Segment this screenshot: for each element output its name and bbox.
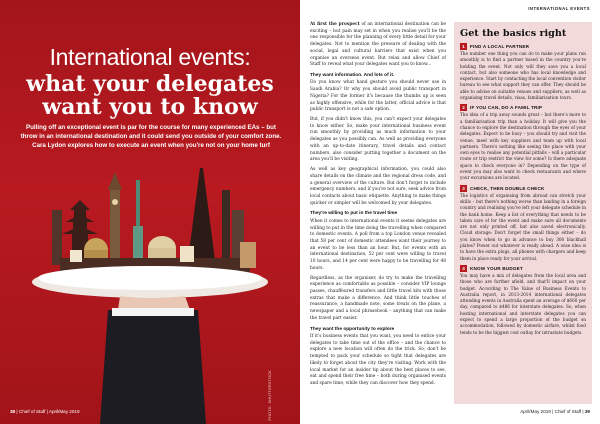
article-text: When it comes to international events it seems delegates are willing to put in the time doing the travelling when compared to domestic events. A poll from a top London venue revealed that 58 per cent of domestic attendees want their journey to an event to be less than an hour. But, for events with an international destination, 52 per cent were willing to travel 10 hours, and 14 per cent were happy to be travelling for 48 hours. xyxy=(310,218,446,271)
world-landmarks-on-platter-illustration xyxy=(0,150,300,424)
headline-line-3: want you to know xyxy=(42,94,258,121)
article-paragraph xyxy=(310,167,446,207)
tip-item xyxy=(460,185,586,262)
folio-right: 39 xyxy=(584,409,590,414)
article-text: Regardless, as the organiser, do try to make the travelling experience as comfortable as possible – consider VIP lounge passes, chauffeured transfers and little travel kits with those extras that make a difference. And think little touches of reassurance, a handmade note, some treats on the plane, a newspaper and a local phrasebook – anything that can make the travel part easier. xyxy=(310,275,446,321)
tip-heading: IF YOU CAN, DO A FAMIL TRIP xyxy=(470,105,543,111)
tip-heading: CHECK, THEN DOUBLE CHECK xyxy=(470,185,545,191)
footer-date-right: April/May 2019 xyxy=(520,409,551,414)
tip-body: The number one thing you can do to make your plans run smoothly is to find a partner based in the country you're holding the event. Not only will they save you a local contact, but also someone who has local knowledge and experience. Start by contacting the local convention visitor bureau to see what support they can offer. They should be able to advise on suitable venues and suppliers, as well as organising travel details, visas, familiarisation tours. xyxy=(460,51,586,101)
footer-right: April/May 2019 | Chief of Staff | 39 xyxy=(520,409,590,414)
tip-item xyxy=(460,265,586,336)
right-page xyxy=(300,0,600,424)
article-subheading: They want information. And lots of it. xyxy=(310,73,395,79)
footer-mag-right: Chief of Staff xyxy=(554,409,582,414)
article-paragraph xyxy=(310,219,446,273)
tip-number-badge: 3 xyxy=(460,185,467,192)
article-subheading: They're willing to put in the travel time xyxy=(310,211,398,217)
article-paragraph xyxy=(310,80,446,114)
tip-body: You may have a mix of delegates from the local area and those who are further afield, and that'll impact on your budget. According to The Value of Business Events to Australia report, in 2013-2014 international delegates attending events in Australia spent an average of $660 per day, compared to $486 for interstate delegates. So, when hosting international and interstate delegates you can expect to spend a large proportion of the budget on accommodation, followed by domestic airfare, whilst food tends to be the biggest cost outlay for intrastate budgets. xyxy=(460,272,586,335)
tips-list xyxy=(460,43,586,336)
tip-item xyxy=(460,43,586,101)
standfirst-author: Cara Lydon explores how to execute an event when you're not on your home turf xyxy=(32,141,270,149)
photo-credit: PHOTO: SHUTTERSTOCK xyxy=(268,370,272,421)
article-text: Do you know what hand gesture you should never use in Saudi Arabia? Or why you should avoid public transport in Nigeria? For the former it's because the thumbs up is seen as highly offensive, while for the latter, official advice is that public transport is not a safe option. xyxy=(310,80,446,113)
article-paragraph xyxy=(310,22,446,69)
tip-number-badge: 4 xyxy=(460,265,467,272)
article-paragraph xyxy=(310,276,446,323)
headline xyxy=(0,44,300,119)
article-lead-in: At first the prospect xyxy=(310,22,360,27)
sidebar-title: Get the basics right xyxy=(460,28,567,39)
tip-heading: KNOW YOUR BUDGET xyxy=(470,265,523,271)
standfirst-lead: Pulling off an exceptional event is par for the course for many experienced EAs – but throw in an international destination and it could send you outside of your comfort zone. xyxy=(20,124,282,140)
article-paragraph xyxy=(310,117,446,164)
standfirst xyxy=(20,124,282,150)
basics-sidebar xyxy=(454,22,592,404)
tip-heading: FIND A LOCAL PARTNER xyxy=(470,44,530,49)
article-paragraph xyxy=(310,334,446,388)
article-body xyxy=(310,22,446,391)
footer-date-left: April/May 2019 xyxy=(48,409,80,414)
article-text: of an international destination can be exciting – but pain may set in when you realise you'll be the one responsible for the planning of every little detail for your delegates. Not to mention the pressure of dealing with the social, legal and cultural barriers that exist when you organise an overseas event. But relax and allow Chief of Staff to reveal what your delegates want you to know... xyxy=(310,22,446,68)
tip-body: The logistics of organising from abroad can stretch your skills – but there's nothing worse than landing in a foreign country and realising you've left your delegate schedule in the bank home. Keep a list of everything that needs to be taken care of for the event and make sure all documents are not only printed off, but also saved electronically. Cloud storage: Don't forget the small things either – do you know when to go in advance to buy 300 blackhall plates? Power out whatever is ready ahead. A wise idea is to have the extra plugs, all phones with chargers and keep them in place ready for your arrival. xyxy=(460,192,586,261)
folio-left: 38 xyxy=(10,409,16,414)
article-text: But, if you didn't know this, you can't expect your delegates to know either. So, make your international business event run smoothly by providing as much information to your delegates as you possibly can. As well as providing everyone with an up-to-date itinerary, travel details and contact numbers, also consider putting together a document on the area you'll be visiting. xyxy=(310,117,446,163)
tip-item xyxy=(460,104,586,181)
footer-mag-left: Chief of Staff xyxy=(18,409,46,414)
tip-number-badge: 2 xyxy=(460,104,467,111)
article-subheading: They want the opportunity to explore xyxy=(310,326,395,332)
headline-line-1: International events: xyxy=(49,44,251,70)
article-text: As well as key geographical information, you could also share details on the climate and the regional dress code, and a general overview of the culture. But don't forget to include emergency numbers, and if you're not sure, seek advice from local contacts about basic etiquette. Anything to make things quicker or simpler will be welcomed by your delegates. xyxy=(310,167,446,206)
tip-number-badge: 1 xyxy=(460,43,467,50)
headline-line-2: what your delegates xyxy=(26,71,274,97)
section-label: INTERNATIONAL EVENTS xyxy=(528,6,590,11)
footer-left: 38 | Chief of Staff | April/May 2019 xyxy=(10,409,80,414)
article-text: If it's business events that you want, you need to entice your delegates to take time out of the office – and the chance to explore a new location will often do the trick. So, don't be tempted to pack your schedule so tight that delegates are likely to forget about the city they're visiting. Work with the local market for an insider tip about the best places to see, eat and spend their free time – both during organised events and spare time, while they can discover how they spend. xyxy=(310,334,446,387)
tip-body: The idea of a trip away sounds great – but there's more to a familiarisation trip than a holiday. It will give you the chance to explore the destination through the eyes of your delegates. Expect to be busy – you should try and visit the venue, meet with key suppliers and team up with local partners. There's nothing like seeing the place with your own eyes to realise any potential pitfalls – will a particular route or trip restrict the view for some? Is there adequate space to check everyone in? Depending on the type of event you may also want to check restaurants and where your excursions are located. xyxy=(460,112,586,181)
